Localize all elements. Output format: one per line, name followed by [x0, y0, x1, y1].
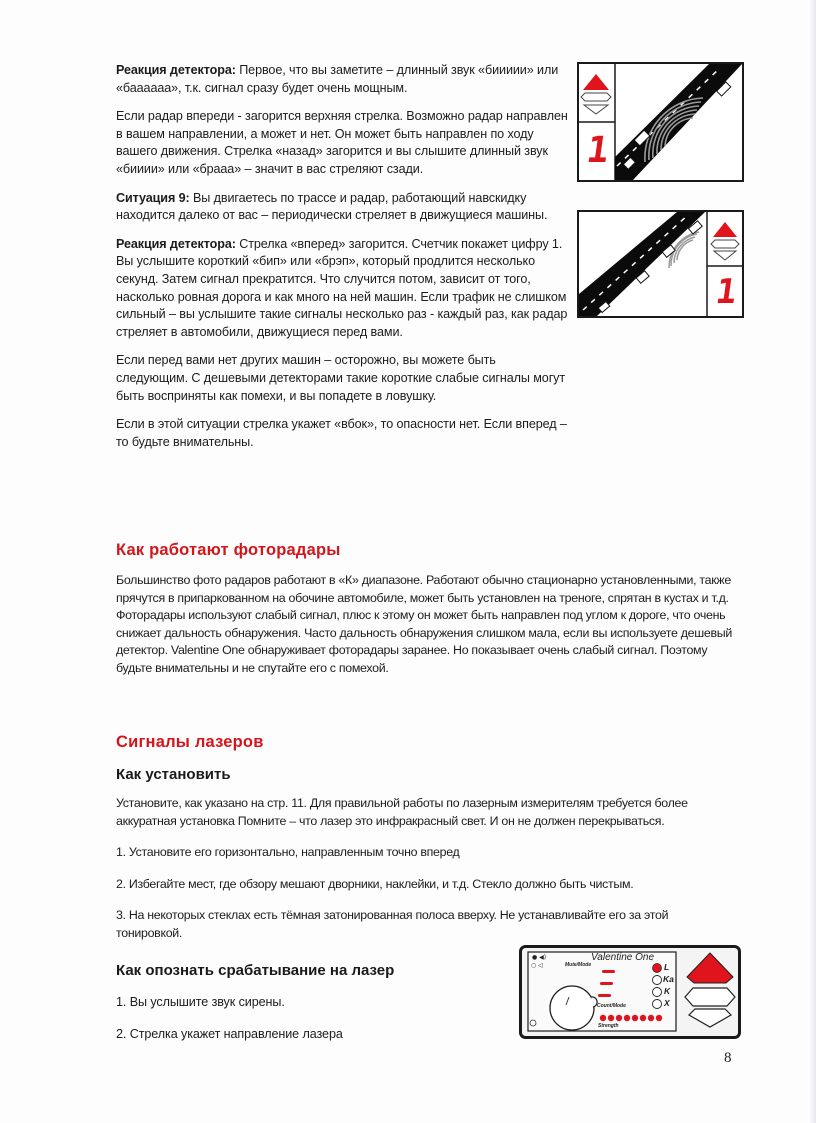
- section-radar-reaction: [116, 62, 571, 451]
- label-situation: Ситуация 9:: [116, 190, 190, 205]
- strength-label: Strength: [598, 1023, 619, 1029]
- section-install: [116, 795, 736, 943]
- paragraph-radar-ahead: Если радар впереди - загорится верхняя стрелка. Возможно радар направлен в вашем направлении, а может и нет. Он может быть направлен по ходу вашего движения. Стрелка «назад» загорится и вы слышите длинный звук «бииии» или «брааа» – значит в вас стреляют сзади.: [116, 109, 568, 176]
- list-item-detect-2: 2. Стрелка укажет направление лазера: [116, 1026, 343, 1041]
- counter-digit: 1: [713, 272, 740, 312]
- band-label-k: K: [664, 986, 671, 996]
- band-label-ka: Ka: [663, 974, 674, 984]
- text: Стрелка «вперед» загорится. Счетчик покажет цифру 1. Вы услышите короткий «бип» или «брэп», который продлится несколько секунд. Затем сигнал прекратится. Что случится потом, зависит от того, насколько ровная дорога и как много на ней машин. Если трафик не слишком сильный – вы услышите такие сигналы несколько раз - каждый раз, как радар стреляет в автомобили, движущиеся перед вами.: [116, 236, 568, 339]
- paragraph-no-cars: Если перед вами нет других машин – осторожно, вы можете быть следующим. С дешевыми детекторами такие короткие слабые сигналы могут быть восприняты как помехи, и вы попадете в ловушку.: [116, 353, 566, 403]
- heading-laser-detect: Как опознать срабатывание на лазер: [116, 962, 395, 979]
- list-item-install-2: 2. Избегайте мест, где обзору мешают дворники, наклейки, и т.д. Стекло должно быть чистым.: [116, 876, 634, 891]
- list-item-install-1: 1. Установите его горизонтально, направленным точно вперед: [116, 845, 460, 860]
- figure-radar-far: [577, 210, 744, 318]
- label-reaction: Реакция детектора:: [116, 63, 236, 77]
- paragraph-side-arrow: Если в этой ситуации стрелка укажет «вбок», то опасности нет. Если вперед – то будьте внимательны.: [116, 417, 567, 449]
- heading-photo-radars: Как работают фоторадары: [116, 541, 341, 559]
- svg-text:○ ◁: ○ ◁: [531, 962, 543, 969]
- label-reaction: Реакция детектора:: [116, 236, 236, 251]
- figure-radar-rear: [577, 62, 744, 182]
- paragraph-situation-9: [116, 190, 571, 225]
- text: Вы двигаетесь по трассе и радар, работающий навскидку находится далеко от вас – периодически стреляет в движущиеся машины.: [116, 190, 548, 223]
- list-item-detect-1: 1. Вы услышите звук сирены.: [116, 995, 285, 1009]
- paragraph-reaction-1: [116, 62, 571, 97]
- mute-mode-label: Mute/Mode: [565, 962, 592, 968]
- section-laser-detect: [116, 994, 343, 1043]
- count-mode-label: Count/Mode: [597, 1003, 626, 1009]
- counter-digit: 1: [584, 130, 612, 171]
- heading-how-to-install: Как установить: [116, 766, 231, 783]
- page-number: 8: [724, 1050, 732, 1066]
- scan-edge-shadow: [810, 0, 816, 1123]
- paragraph-reaction-2: [116, 236, 571, 342]
- figure-valentine-panel: [519, 945, 741, 1039]
- list-item-install-3: 3. На некоторых стеклах есть тёмная затонированная полоса вверху. Не устанавливайте его за этой тонировкой.: [116, 908, 669, 940]
- band-label-l: L: [664, 962, 670, 972]
- mode-knob: [550, 986, 594, 1030]
- heading-laser-signals: Сигналы лазеров: [116, 733, 264, 751]
- band-label-x: X: [664, 998, 670, 1008]
- paragraph-photo-radars: Большинство фото радаров работают в «К» диапазоне. Работают обычно стационарно установленными, также прячутся в припаркованном на обочине автомобиле, может быть установлен на треноге, спрятан в кустах и т.д. Фоторадары используют слабый сигнал, плюс к этому он может быть направлен под углом к дороге, что очень снижает дальность обнаружения. Часто дальность обнаружения слишком мала, если вы используете дешевый детектор. Valentine One обнаруживает фоторадары заранее. Но показывает очень слабый сигнал. Поэтому будьте внимательны и не спутайте его с помехой.: [116, 573, 732, 675]
- brand-label: Valentine One: [591, 952, 655, 963]
- text: Первое, что вы заметите – длинный звук «биииии» или «баааааа», т.к. сигнал сразу будет очень мощным.: [116, 63, 559, 95]
- paragraph-install-intro: Установите, как указано на стр. 11. Для правильной работы по лазерным измерителям требуется более аккуратная установка Помните – что лазер это инфракрасный свет. И он не должен перекрываться.: [116, 796, 688, 828]
- section-photo-radars: [116, 572, 736, 678]
- svg-text:● ◀): ● ◀): [532, 954, 547, 961]
